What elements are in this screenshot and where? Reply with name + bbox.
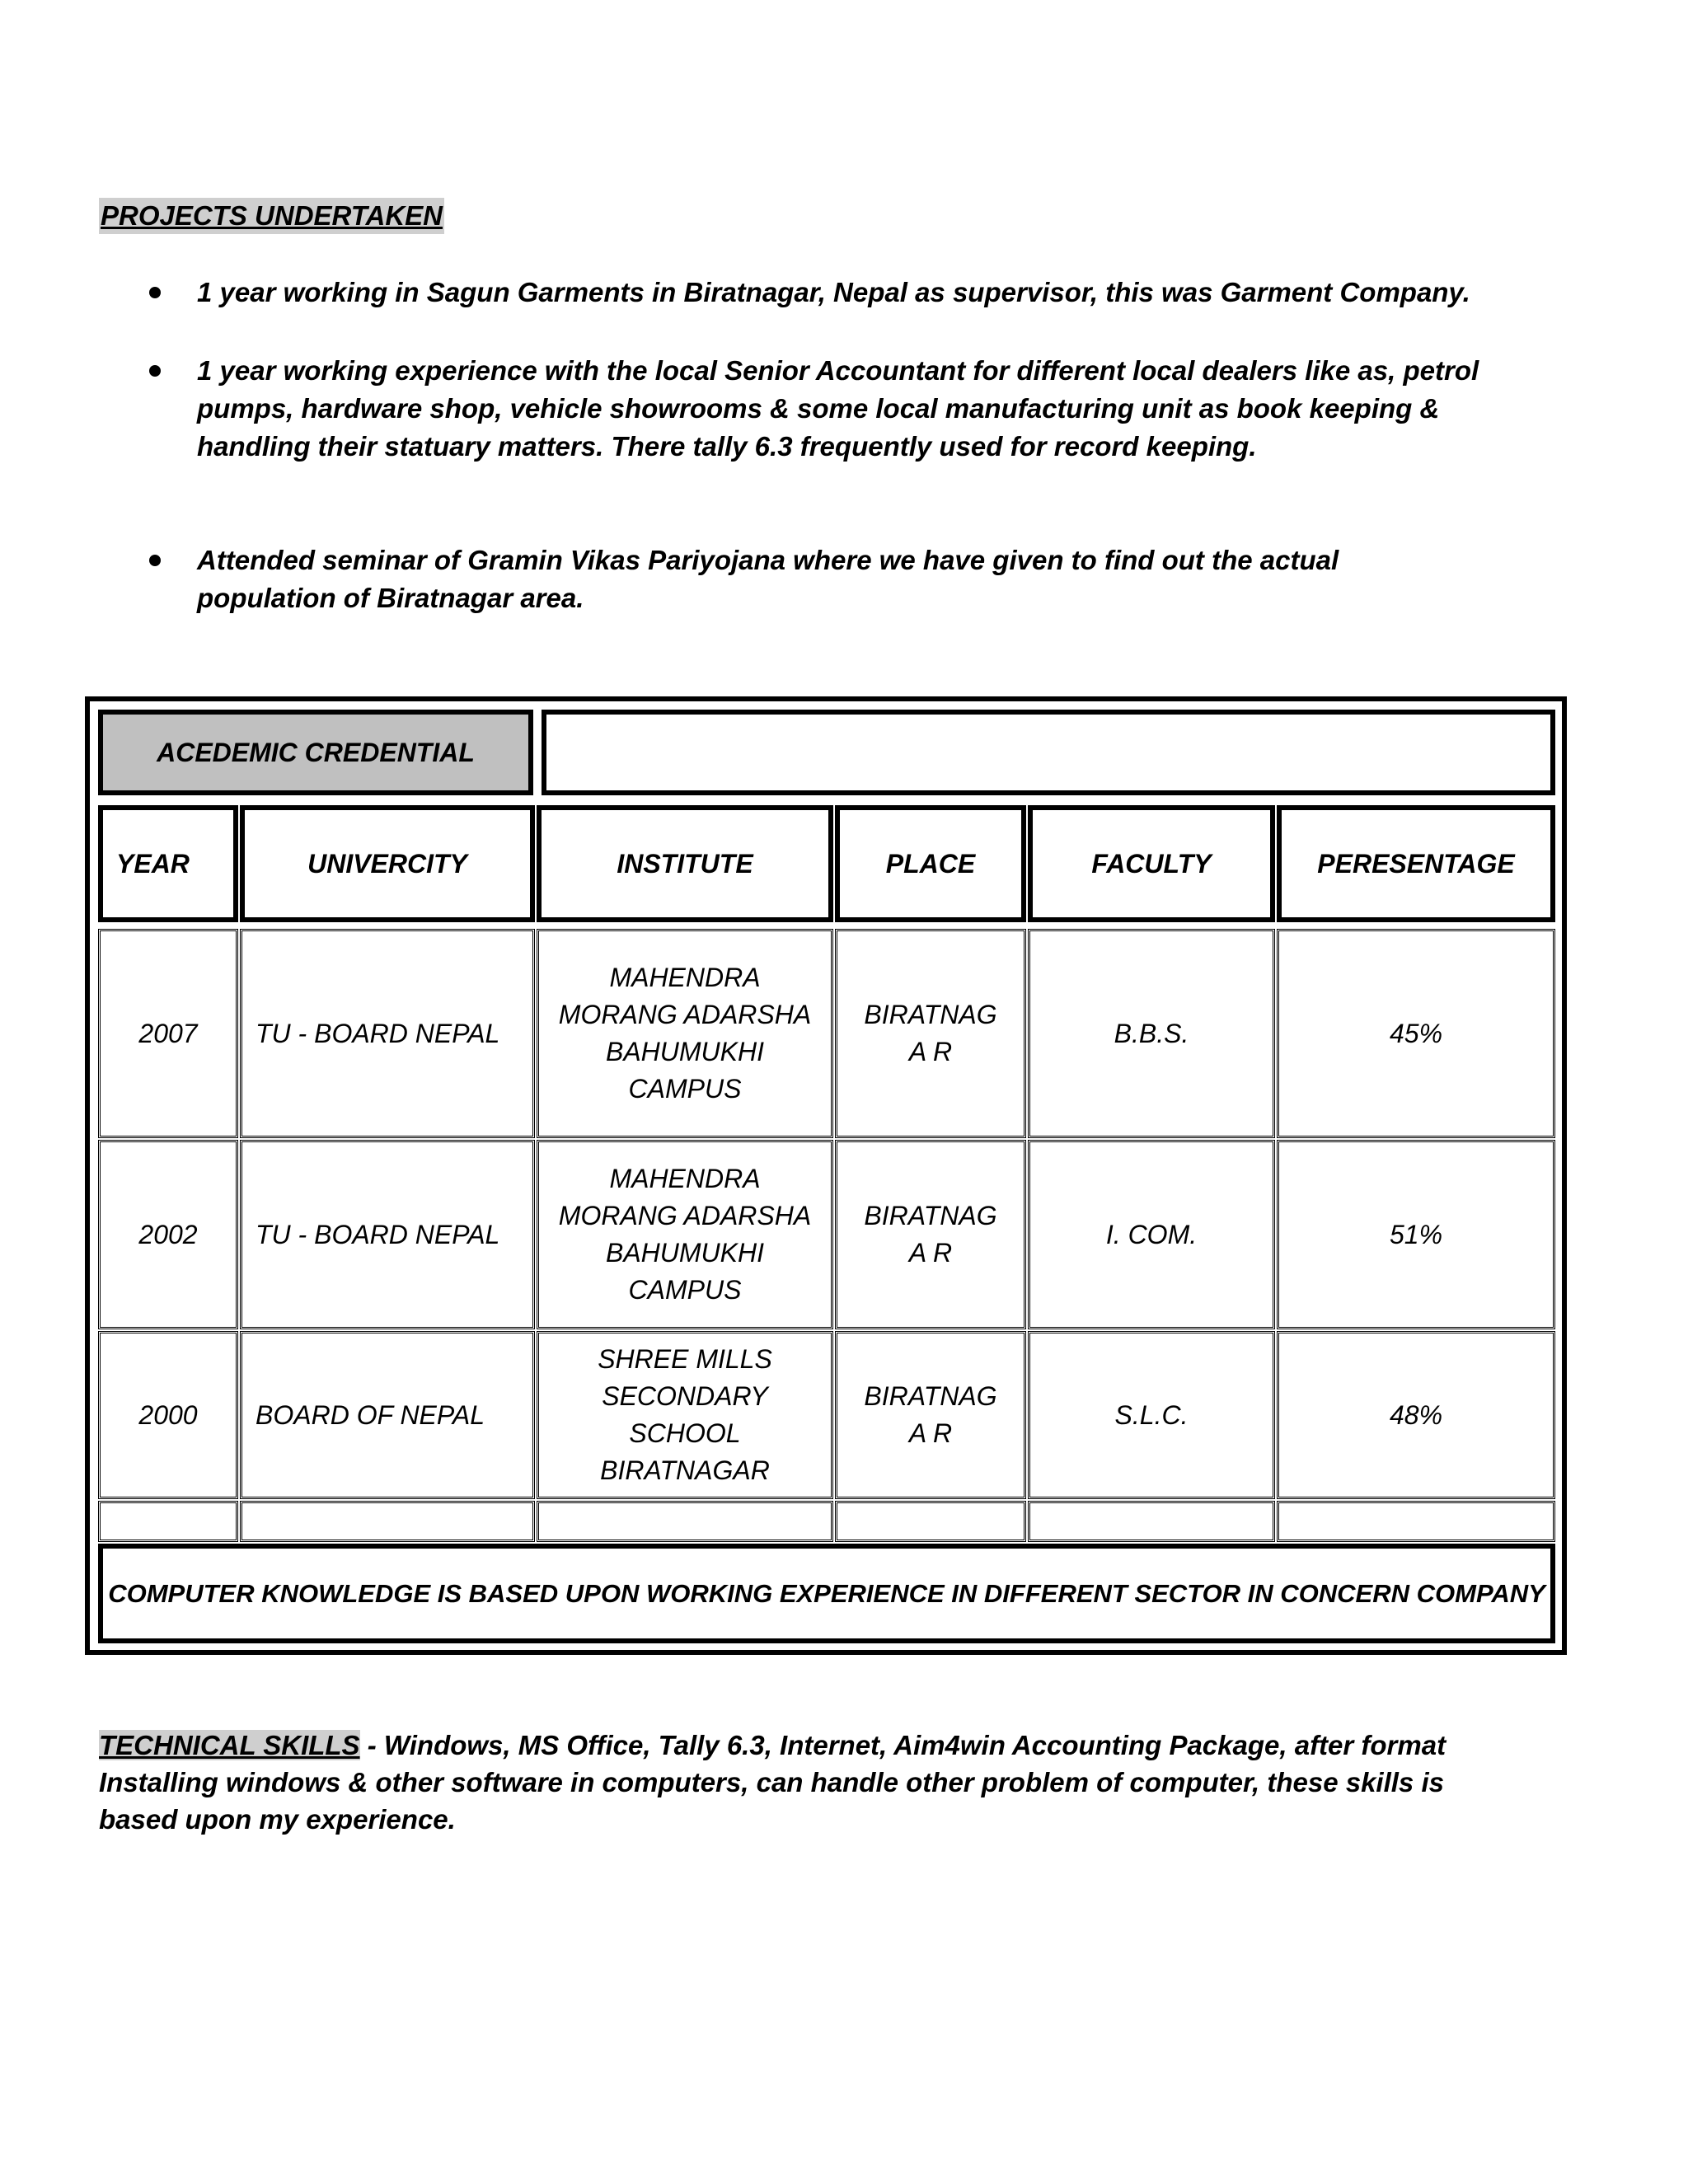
list-item-text: 1 year working experience with the local Senior Accountant for different local dealers like as, petrol pumps, hardware shop, vehicle showrooms & some local manufacturing unit as book keeping & handling their statuary matters. There tally 6.3 frequently used for record keeping. <box>197 355 1479 462</box>
table-row-place: BIRATNAGA R <box>835 1140 1026 1329</box>
table-row-percentage: 51% <box>1277 1140 1555 1329</box>
table-row-university: BOARD OF NEPAL <box>240 1331 535 1499</box>
table-row-year: 2002 <box>98 1140 238 1329</box>
empty-cell <box>1277 1501 1555 1542</box>
table-row-institute: MAHENDRA MORANG ADARSHA BAHUMUKHI CAMPUS <box>537 1140 833 1329</box>
empty-cell <box>835 1501 1026 1542</box>
academic-title: ACEDEMIC CREDENTIAL <box>98 710 533 795</box>
column-header-percentage: PERESENTAGE <box>1277 805 1555 922</box>
table-row-year: 2000 <box>98 1331 238 1499</box>
technical-skills-text: - Windows, MS Office, Tally 6.3, Internet, Aim4win Accounting Package, after format Installing windows & other software in computers, can handle other problem of computer, these skills is based upon my experience. <box>99 1730 1447 1835</box>
bullet-icon <box>149 287 161 298</box>
table-row-percentage: 45% <box>1277 929 1555 1138</box>
technical-skills-label: TECHNICAL SKILLS <box>99 1730 360 1760</box>
table-row-faculty: B.B.S. <box>1028 929 1275 1138</box>
bullet-icon <box>149 555 161 566</box>
column-header-place: PLACE <box>835 805 1026 922</box>
empty-cell <box>98 1501 238 1542</box>
list-item-text: Attended seminar of Gramin Vikas Pariyojana where we have given to find out the actual population of Biratnagar area. <box>197 545 1339 613</box>
empty-cell <box>240 1501 535 1542</box>
bullet-icon <box>149 365 161 377</box>
title-blank-cell <box>542 710 1555 795</box>
column-header-year: YEAR <box>98 805 238 922</box>
list-item-text: 1 year working in Sagun Garments in Biratnagar, Nepal as supervisor, this was Garment Company. <box>197 277 1470 307</box>
column-header-institute: INSTITUTE <box>537 805 833 922</box>
empty-cell <box>537 1501 833 1542</box>
table-row-percentage: 48% <box>1277 1331 1555 1499</box>
table-row-faculty: I. COM. <box>1028 1140 1275 1329</box>
table-row-year: 2007 <box>98 929 238 1138</box>
table-row-institute: SHREE MILLS SECONDARY SCHOOL BIRATNAGAR <box>537 1331 833 1499</box>
table-row-institute: MAHENDRA MORANG ADARSHA BAHUMUKHI CAMPUS <box>537 929 833 1138</box>
table-row-university: TU - BOARD NEPAL <box>240 929 535 1138</box>
column-header-faculty: FACULTY <box>1028 805 1275 922</box>
table-row-university: TU - BOARD NEPAL <box>240 1140 535 1329</box>
academic-table <box>85 696 1567 1655</box>
table-row-place: BIRATNAGA R <box>835 1331 1026 1499</box>
technical-skills <box>99 1727 1451 1838</box>
table-row-place: BIRATNAGA R <box>835 929 1026 1138</box>
projects-heading: PROJECTS UNDERTAKEN <box>99 198 444 234</box>
computer-knowledge-note: COMPUTER KNOWLEDGE IS BASED UPON WORKING EXPERIENCE IN DIFFERENT SECTOR IN CONCERN COMPANY <box>98 1544 1555 1643</box>
column-header-university: UNIVERCITY <box>240 805 535 922</box>
table-row-faculty: S.L.C. <box>1028 1331 1275 1499</box>
empty-cell <box>1028 1501 1275 1542</box>
